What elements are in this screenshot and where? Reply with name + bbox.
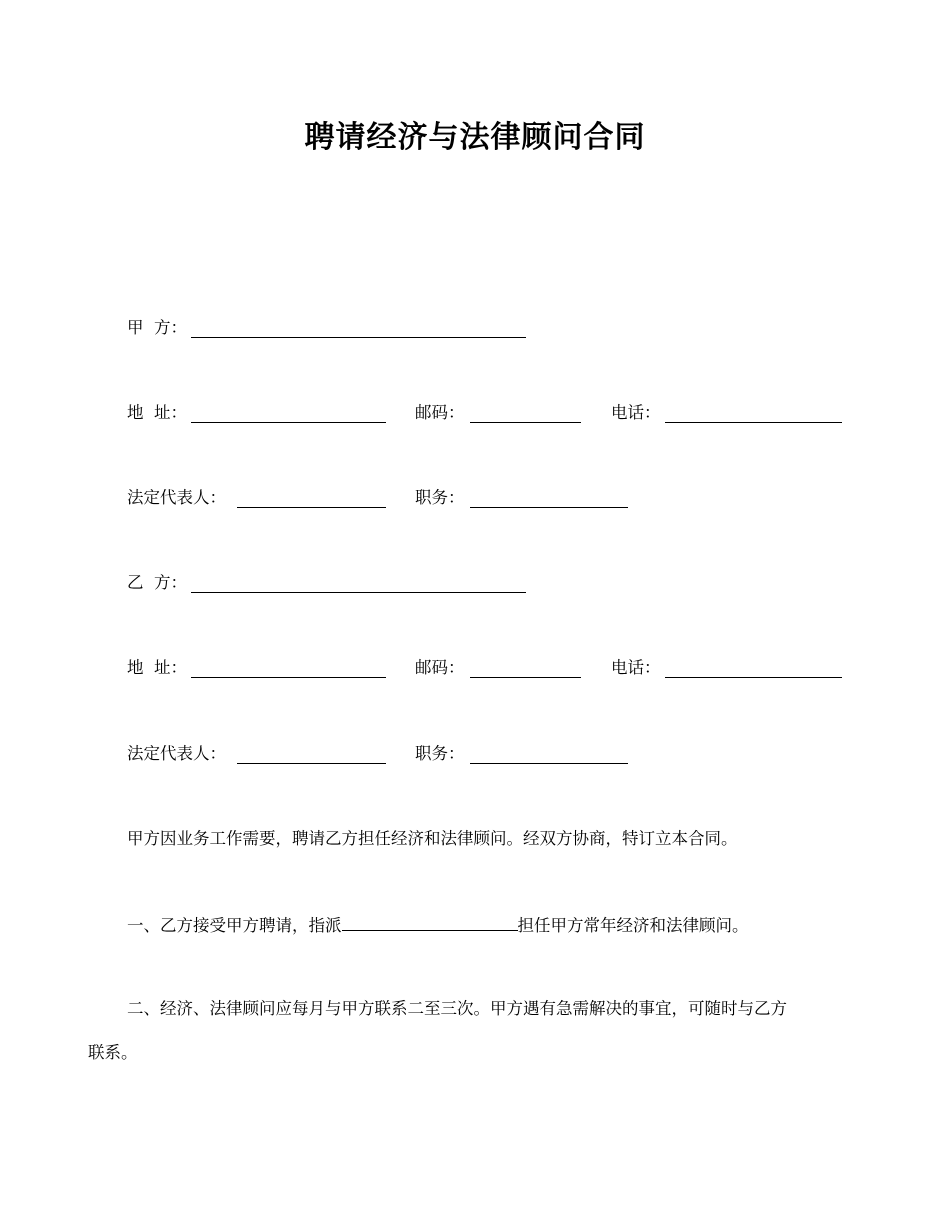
party-a-position-label: 职务：: [415, 488, 465, 507]
party-b-address-label: 地 址：: [127, 658, 187, 677]
party-a-name-field[interactable]: [191, 337, 526, 338]
party-a-name-label: 甲 方：: [127, 318, 187, 337]
party-b-phone-field[interactable]: [665, 677, 842, 678]
party-a-address-field[interactable]: [191, 422, 386, 423]
party-b-postcode-label: 邮码：: [415, 658, 465, 677]
clause-1-text-before: 一、乙方接受甲方聘请，指派: [127, 916, 342, 935]
document-title: 聘请经济与法律顾问合同: [304, 120, 646, 155]
party-b-position-field[interactable]: [470, 763, 628, 764]
clause-2-line-2: 联系。: [88, 1043, 138, 1062]
party-b-address-field[interactable]: [191, 677, 386, 678]
party-a-phone-label: 电话：: [611, 403, 661, 422]
party-b-legal-rep-field[interactable]: [237, 763, 386, 764]
party-b-postcode-field[interactable]: [470, 677, 581, 678]
party-a-postcode-label: 邮码：: [415, 403, 465, 422]
intro-paragraph: 甲方因业务工作需要，聘请乙方担任经济和法律顾问。经双方协商，特订立本合同。: [127, 829, 738, 848]
party-a-legal-rep-label: 法定代表人：: [127, 488, 226, 507]
party-b-position-label: 职务：: [415, 744, 465, 763]
party-a-address-label: 地 址：: [127, 403, 187, 422]
party-a-legal-rep-field[interactable]: [237, 507, 386, 508]
clause-1: [127, 912, 749, 938]
clause-1-text-after: 担任甲方常年经济和法律顾问。: [517, 916, 749, 935]
party-a-postcode-field[interactable]: [470, 422, 581, 423]
party-b-phone-label: 电话：: [611, 658, 661, 677]
clause-1-advisor-field[interactable]: [342, 912, 518, 931]
party-a-phone-field[interactable]: [665, 422, 842, 423]
party-b-name-field[interactable]: [191, 592, 526, 593]
party-b-name-label: 乙 方：: [127, 573, 187, 592]
party-a-position-field[interactable]: [470, 507, 628, 508]
clause-2-line-1: 二、经济、法律顾问应每月与甲方联系二至三次。甲方遇有急需解决的事宜，可随时与乙方: [127, 999, 787, 1018]
party-b-legal-rep-label: 法定代表人：: [127, 744, 226, 763]
